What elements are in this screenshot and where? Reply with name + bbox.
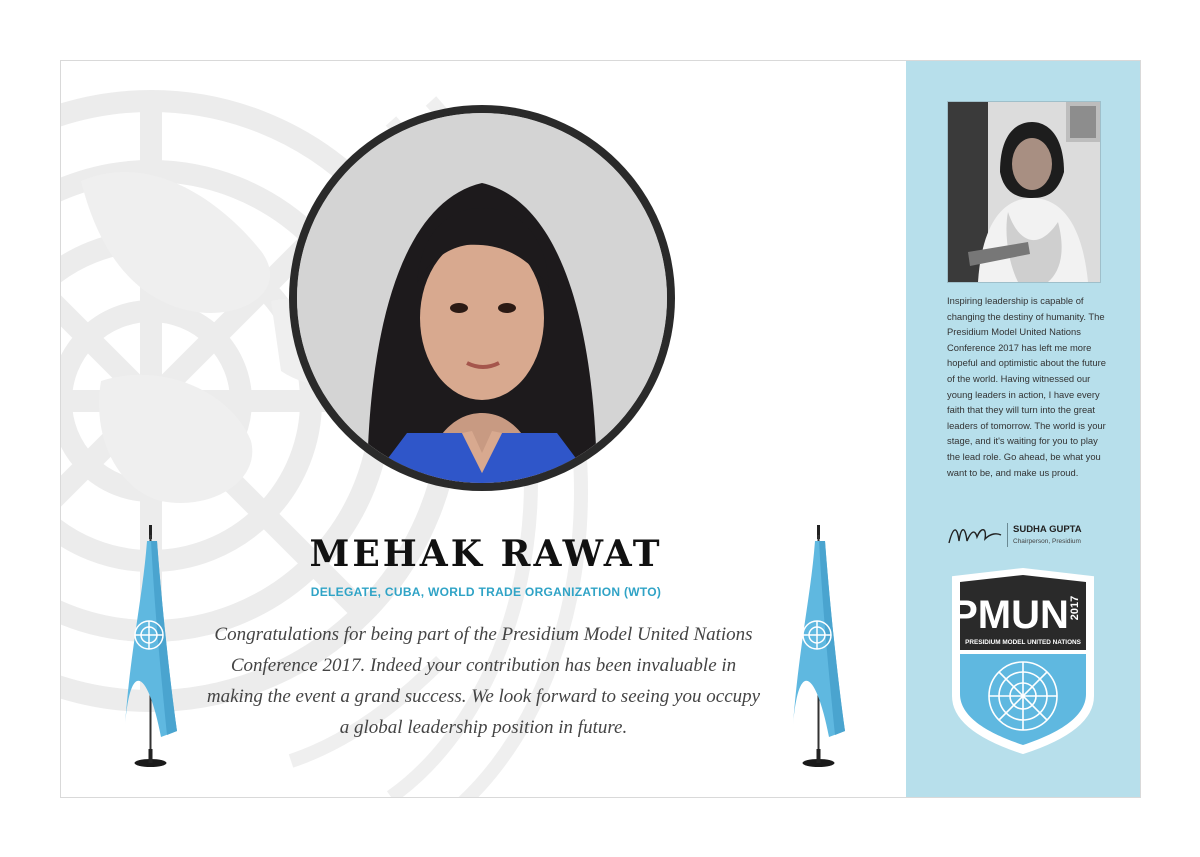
- recipient-role: DELEGATE, CUBA, WORLD TRADE ORGANIZATION (WTO): [310, 585, 662, 599]
- svg-text:PRESIDIUM MODEL UNITED NATIONS: PRESIDIUM MODEL UNITED NATIONS: [965, 639, 1081, 646]
- certificate-card: [60, 60, 1141, 798]
- signature-block: [947, 521, 1127, 551]
- congratulations-message: Congratulations for being part of the Presidium Model United Nations Conference 2017. Indeed your contribution has been invaluable in making the event a grand success. We look forward to seeing you occupy a global leadership position in future.: [206, 624, 761, 738]
- un-flag-right-icon: [789, 525, 849, 771]
- svg-text:2017: 2017: [1069, 595, 1081, 621]
- un-flag-left-icon: [121, 525, 181, 771]
- signature-divider: [1007, 523, 1008, 547]
- recipient-photo: [297, 113, 667, 483]
- chairperson-photo: [947, 101, 1101, 283]
- pmun-logo: [950, 568, 1096, 754]
- svg-text:PMUN: PMUN: [951, 593, 1069, 637]
- signatory-title: Chairperson, Presidium: [1013, 538, 1081, 545]
- sidebar-panel: [906, 61, 1140, 797]
- chairperson-quote: Inspiring leadership is capable of changing the destiny of humanity. The Presidium Model United Nations Conference 2017 has left me more hopeful and optimistic about the future of the world. Having witnessed our young leaders in action, I have every faith that they will turn into the great leaders of tomorrow. The world is your stage, and it's waiting for you to play the lead role. Go ahead, be what you want to be, and make us proud.: [947, 295, 1106, 478]
- handwritten-signature: [947, 521, 1003, 549]
- signatory-name: SUDHA GUPTA: [1013, 524, 1082, 535]
- recipient-name: MEHAK RAWAT: [309, 533, 663, 575]
